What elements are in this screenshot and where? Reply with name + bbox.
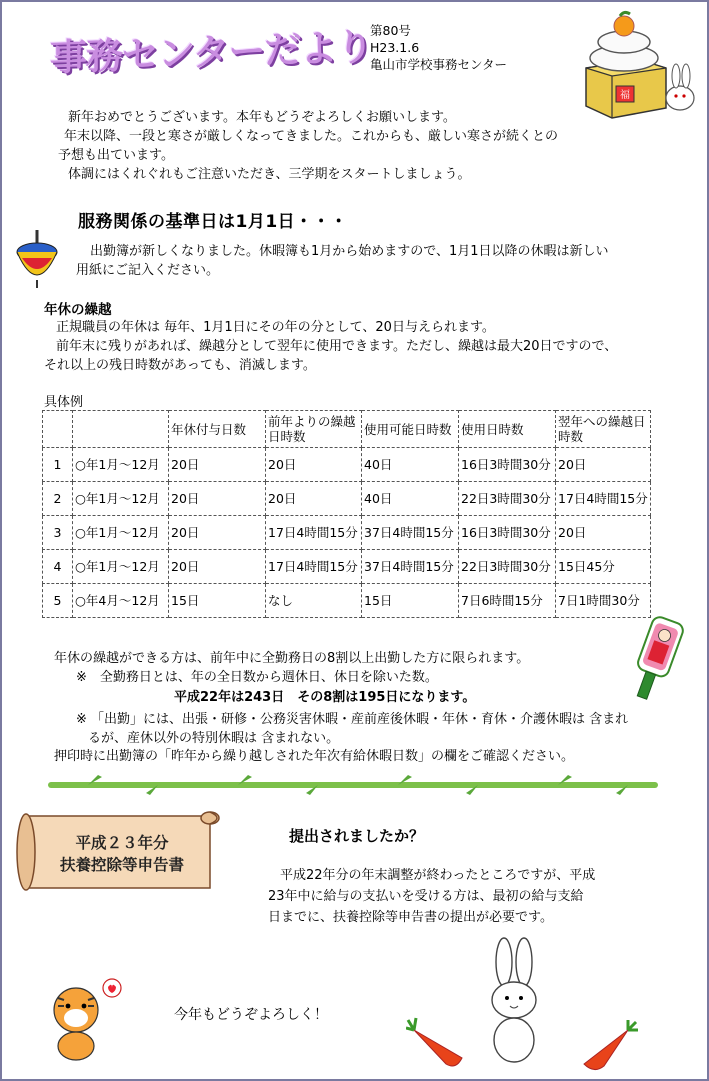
table-cell: 4 xyxy=(43,550,73,584)
carrot-icon xyxy=(406,1016,468,1074)
note-attendance-a: ※ 「出勤」には、出張・研修・公務災害休暇・産前産後休暇・年休・育休・介護休暇は 含まれ xyxy=(76,712,629,727)
section2-line-2: 前年末に残りがあれば、繰越分として翌年に使用できます。ただし、繰越は最大20日ですので、 xyxy=(56,339,618,354)
table-cell: ○年1月～12月 xyxy=(73,448,169,482)
bamboo-divider-icon xyxy=(48,772,658,798)
table-cell: ○年1月～12月 xyxy=(73,482,169,516)
table-row xyxy=(43,550,651,584)
table-cell: 2 xyxy=(43,482,73,516)
table-cell: ○年1月～12月 xyxy=(73,550,169,584)
table-row xyxy=(43,584,651,618)
section1-line-1: 出勤簿が新しくなりました。休暇簿も1月から始めますので、1月1日以降の休暇は新しい xyxy=(90,244,609,259)
note-attendance-b: るが、産休以外の特別休暇は 含まれない。 xyxy=(88,731,340,746)
table-header-cell: 年休付与日数 xyxy=(169,411,266,448)
table-cell: なし xyxy=(266,584,362,618)
intro-line-1: 新年おめでとうございます。本年もどうぞよろしくお願いします。 xyxy=(68,110,456,125)
section2-line-1: 正規職員の年休は 毎年、1月1日にその年の分として、20日与えられます。 xyxy=(56,320,495,335)
issue-number: 第80号 xyxy=(370,23,411,38)
intro-line-2: 年末以降、一段と寒さが厳しくなってきました。これからも、厳しい寒さが続くとの xyxy=(64,129,559,144)
example-caption: 具体例 xyxy=(44,395,84,410)
section-heading-base-date: 服務関係の基準日は1月1日・・・ xyxy=(78,212,348,232)
hagoita-paddle-icon xyxy=(620,614,692,704)
spinning-top-icon xyxy=(14,228,60,290)
section1-line-2: 用紙にご記入ください。 xyxy=(76,263,220,278)
table-row xyxy=(43,448,651,482)
table-cell: 17日4時間15分 xyxy=(266,550,362,584)
section-heading-submitted: 提出されましたか？ xyxy=(289,827,425,845)
section3-line-2: 23年中に給与の支払いを受ける方は、最初の給与支給 xyxy=(268,889,584,904)
section3-line-1: 平成22年分の年末調整が終わったところですが、平成 xyxy=(280,868,596,883)
table-cell: 20日 xyxy=(169,482,266,516)
table-cell: 37日4時間15分 xyxy=(362,516,459,550)
scroll-banner-text xyxy=(32,832,212,876)
table-cell: 20日 xyxy=(169,550,266,584)
table-cell: 20日 xyxy=(556,448,651,482)
issue-date: H23.1.6 xyxy=(370,40,420,55)
rabbit-icon xyxy=(474,936,554,1066)
table-cell: 7日1時間30分 xyxy=(556,584,651,618)
newsletter-title: 事務センターだより xyxy=(50,25,373,80)
table-cell: 20日 xyxy=(169,516,266,550)
table-cell: 40日 xyxy=(362,482,459,516)
tiger-icon xyxy=(42,976,128,1064)
note-check-ledger: 押印時に出勤簿の「昨年から繰り越しされた年次有給休暇日数」の欄をご確認ください。 xyxy=(54,749,575,764)
issue-meta xyxy=(370,22,507,73)
table-cell: 20日 xyxy=(556,516,651,550)
table-header-cell xyxy=(43,411,73,448)
table-cell: 15日 xyxy=(169,584,266,618)
table-cell: 16日3時間30分 xyxy=(459,516,556,550)
note-h22-days: 平成22年は243日 その8割は195日になります。 xyxy=(174,690,476,705)
table-cell: 17日4時間15分 xyxy=(556,482,651,516)
note-eligibility: 年休の繰越ができる方は、前年中に全勤務日の8割以上出勤した方に限られます。 xyxy=(54,651,530,666)
table-cell: 5 xyxy=(43,584,73,618)
table-header-cell: 翌年への繰越日時数 xyxy=(556,411,651,448)
table-header-row xyxy=(43,411,651,448)
table-cell: 15日 xyxy=(362,584,459,618)
table-cell: 40日 xyxy=(362,448,459,482)
intro-line-4: 体調にはくれぐれもご注意いただき、三学期をスタートしましょう。 xyxy=(68,167,471,182)
table-cell: 22日3時間30分 xyxy=(459,550,556,584)
carryover-example-table xyxy=(42,410,651,618)
scroll-line-1: 平成２３年分 xyxy=(75,834,169,852)
table-cell: 20日 xyxy=(266,482,362,516)
section3-line-3: 日までに、扶養控除等申告書の提出が必要です。 xyxy=(268,910,553,925)
table-cell: 7日6時間15分 xyxy=(459,584,556,618)
note-workdays: ※ 全勤務日とは、年の全日数から週休日、休日を除いた数。 xyxy=(76,670,438,685)
kagami-mochi-icon xyxy=(576,6,704,122)
table-header-cell: 使用日時数 xyxy=(459,411,556,448)
table-cell: 3 xyxy=(43,516,73,550)
table-cell: 22日3時間30分 xyxy=(459,482,556,516)
section-heading-carryover: 年休の繰越 xyxy=(44,302,112,318)
table-row xyxy=(43,516,651,550)
table-cell: 20日 xyxy=(169,448,266,482)
carrot-icon xyxy=(578,1020,640,1076)
table-cell: 1 xyxy=(43,448,73,482)
svg-text:福: 福 xyxy=(620,90,630,101)
table-cell: ○年1月～12月 xyxy=(73,516,169,550)
table-cell: 20日 xyxy=(266,448,362,482)
table-cell: 15日45分 xyxy=(556,550,651,584)
table-header-cell xyxy=(73,411,169,448)
scroll-line-2: 扶養控除等申告書 xyxy=(59,856,184,874)
table-header-cell: 前年よりの繰越日時数 xyxy=(266,411,362,448)
table-row xyxy=(43,482,651,516)
table-cell: 37日4時間15分 xyxy=(362,550,459,584)
closing-message: 今年もどうぞよろしく！ xyxy=(174,1007,328,1023)
table-cell: ○年4月～12月 xyxy=(73,584,169,618)
table-cell: 17日4時間15分 xyxy=(266,516,362,550)
table-header-cell: 使用可能日時数 xyxy=(362,411,459,448)
table-cell: 16日3時間30分 xyxy=(459,448,556,482)
intro-line-3: 予想も出ています。 xyxy=(58,148,174,163)
section2-line-3: それ以上の残日時数があっても、消滅します。 xyxy=(44,358,316,373)
issue-org: 亀山市学校事務センター xyxy=(370,57,508,72)
